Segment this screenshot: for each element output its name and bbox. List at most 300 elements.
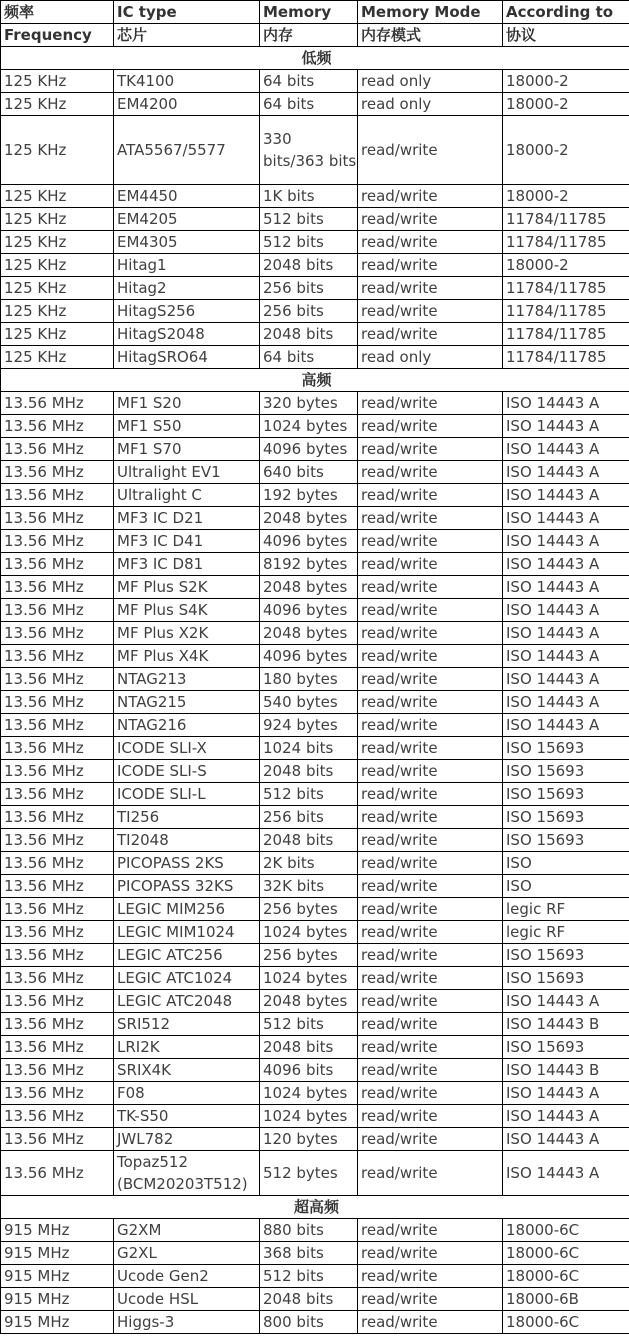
frequency-cell: 13.56 MHz [1,530,114,553]
protocol-cell: ISO [503,875,629,898]
table-row [1,553,629,576]
header-memory-cell: 内存 [260,24,358,47]
memory-cell: 512 bits [260,1265,358,1288]
table-row [1,1036,629,1059]
memory-mode-cell: read/write [358,1128,503,1151]
memory-cell: 1K bits [260,185,358,208]
ic-type-cell: MF Plus S2K [114,576,260,599]
ic-type-cell: Hitag1 [114,254,260,277]
frequency-cell: 125 KHz [1,254,114,277]
protocol-cell: 18000-2 [503,93,629,116]
protocol-cell: ISO 15693 [503,806,629,829]
header-frequency-cell: Frequency [1,24,114,47]
ic-type-cell: PICOPASS 32KS [114,875,260,898]
header-memory-mode-cell: Memory Mode [358,1,503,24]
frequency-cell: 915 MHz [1,1288,114,1311]
frequency-cell: 915 MHz [1,1219,114,1242]
ic-type-cell: EM4200 [114,93,260,116]
ic-type-cell: Higgs-3 [114,1311,260,1334]
table-row [1,806,629,829]
memory-cell: 2048 bits [260,1288,358,1311]
frequency-cell: 13.56 MHz [1,944,114,967]
memory-mode-cell: read/write [358,1036,503,1059]
protocol-cell: ISO 14443 A [503,461,629,484]
memory-mode-cell: read/write [358,530,503,553]
memory-cell: 8192 bytes [260,553,358,576]
table-row [1,415,629,438]
memory-mode-cell: read/write [358,1242,503,1265]
ic-type-cell: G2XM [114,1219,260,1242]
table-row [1,93,629,116]
table-row [1,967,629,990]
frequency-cell: 13.56 MHz [1,461,114,484]
memory-cell: 1024 bytes [260,921,358,944]
table-row [1,668,629,691]
frequency-cell: 13.56 MHz [1,1059,114,1082]
table-row [1,507,629,530]
protocol-cell: 11784/11785 [503,346,629,369]
table-row [1,1082,629,1105]
protocol-cell: 18000-2 [503,254,629,277]
memory-cell: 512 bytes [260,1151,358,1196]
ic-type-cell: Ultralight C [114,484,260,507]
table-row [1,70,629,93]
memory-cell: 640 bits [260,461,358,484]
table-row [1,1265,629,1288]
frequency-cell: 13.56 MHz [1,852,114,875]
protocol-cell: 11784/11785 [503,231,629,254]
table-row [1,944,629,967]
protocol-cell: ISO 14443 B [503,1013,629,1036]
header-row-secondary [1,24,629,47]
protocol-cell: 18000-6C [503,1219,629,1242]
table-row [1,438,629,461]
memory-cell: 512 bits [260,208,358,231]
frequency-cell: 13.56 MHz [1,1036,114,1059]
section-row [1,47,629,70]
protocol-cell: ISO 15693 [503,1036,629,1059]
frequency-cell: 13.56 MHz [1,714,114,737]
protocol-cell: ISO 15693 [503,829,629,852]
table-row [1,392,629,415]
memory-cell: 4096 bytes [260,438,358,461]
ic-type-cell: F08 [114,1082,260,1105]
memory-cell: 256 bits [260,806,358,829]
table-row [1,829,629,852]
protocol-cell: ISO 14443 A [503,415,629,438]
protocol-cell: 18000-6C [503,1311,629,1334]
memory-mode-cell: read/write [358,231,503,254]
protocol-cell: ISO 15693 [503,967,629,990]
header-protocol-cell: 协议 [503,24,629,47]
memory-cell: 256 bytes [260,944,358,967]
table-row [1,1013,629,1036]
protocol-cell: ISO 14443 A [503,990,629,1013]
table-row [1,875,629,898]
frequency-cell: 915 MHz [1,1242,114,1265]
table-row [1,1242,629,1265]
memory-mode-cell: read/write [358,1288,503,1311]
protocol-cell: legic RF [503,921,629,944]
ic-type-cell: Topaz512 (BCM20203T512) [114,1151,260,1196]
memory-cell: 4096 bits [260,1059,358,1082]
memory-mode-cell: read/write [358,645,503,668]
memory-mode-cell: read/write [358,277,503,300]
memory-mode-cell: read/write [358,967,503,990]
memory-mode-cell: read/write [358,300,503,323]
memory-cell: 1024 bytes [260,1105,358,1128]
frequency-cell: 915 MHz [1,1311,114,1334]
table-row [1,645,629,668]
section-title: 高频 [1,369,629,392]
frequency-cell: 13.56 MHz [1,806,114,829]
protocol-cell: 18000-2 [503,185,629,208]
protocol-cell: ISO 14443 A [503,530,629,553]
memory-mode-cell: read/write [358,990,503,1013]
ic-type-cell: MF3 IC D81 [114,553,260,576]
protocol-cell: 11784/11785 [503,208,629,231]
frequency-cell: 13.56 MHz [1,990,114,1013]
memory-cell: 256 bits [260,277,358,300]
ic-type-cell: LEGIC ATC256 [114,944,260,967]
memory-mode-cell: read/write [358,714,503,737]
table-row [1,691,629,714]
protocol-cell: ISO 14443 B [503,1059,629,1082]
protocol-cell: 18000-2 [503,70,629,93]
protocol-cell: ISO 14443 A [503,507,629,530]
ic-type-cell: SRI512 [114,1013,260,1036]
frequency-cell: 13.56 MHz [1,507,114,530]
memory-cell: 192 bytes [260,484,358,507]
memory-cell: 2K bits [260,852,358,875]
memory-mode-cell: read only [358,346,503,369]
memory-cell: 1024 bytes [260,1082,358,1105]
table-row [1,1128,629,1151]
ic-type-cell: EM4450 [114,185,260,208]
memory-mode-cell: read/write [358,415,503,438]
memory-mode-cell: read/write [358,1311,503,1334]
memory-cell: 368 bits [260,1242,358,1265]
ic-type-cell: Ucode Gen2 [114,1265,260,1288]
memory-mode-cell: read/write [358,599,503,622]
ic-type-cell: MF1 S20 [114,392,260,415]
ic-type-cell: HitagS2048 [114,323,260,346]
table-row [1,921,629,944]
table-row [1,231,629,254]
frequency-cell: 13.56 MHz [1,737,114,760]
frequency-cell: 125 KHz [1,300,114,323]
ic-type-cell: TK4100 [114,70,260,93]
memory-mode-cell: read/write [358,553,503,576]
protocol-cell: 18000-6C [503,1265,629,1288]
memory-cell: 924 bytes [260,714,358,737]
memory-mode-cell: read/write [358,323,503,346]
frequency-cell: 13.56 MHz [1,760,114,783]
table-row [1,1105,629,1128]
memory-cell: 64 bits [260,70,358,93]
frequency-cell: 125 KHz [1,346,114,369]
ic-type-cell: EM4305 [114,231,260,254]
frequency-cell: 13.56 MHz [1,691,114,714]
header-memory-cell: Memory [260,1,358,24]
protocol-cell: ISO 14443 A [503,438,629,461]
memory-mode-cell: read/write [358,783,503,806]
ic-type-cell: SRIX4K [114,1059,260,1082]
ic-type-cell: TI2048 [114,829,260,852]
header-memory-mode-cell: 内存模式 [358,24,503,47]
protocol-cell: ISO 15693 [503,737,629,760]
memory-mode-cell: read/write [358,806,503,829]
protocol-cell: ISO 15693 [503,944,629,967]
ic-type-cell: ICODE SLI-X [114,737,260,760]
memory-cell: 2048 bytes [260,990,358,1013]
frequency-cell: 125 KHz [1,70,114,93]
protocol-cell: ISO 14443 A [503,668,629,691]
frequency-cell: 13.56 MHz [1,1151,114,1196]
ic-type-cell: ICODE SLI-S [114,760,260,783]
table-row [1,760,629,783]
frequency-cell: 13.56 MHz [1,1105,114,1128]
ic-type-cell: Hitag2 [114,277,260,300]
memory-mode-cell: read/write [358,392,503,415]
memory-mode-cell: read/write [358,1219,503,1242]
memory-cell: 2048 bytes [260,622,358,645]
memory-cell: 256 bytes [260,898,358,921]
ic-type-cell: NTAG213 [114,668,260,691]
memory-cell: 1024 bits [260,737,358,760]
memory-cell: 512 bits [260,1013,358,1036]
frequency-cell: 13.56 MHz [1,898,114,921]
ic-type-cell: MF1 S70 [114,438,260,461]
memory-cell: 4096 bytes [260,530,358,553]
ic-type-cell: TI256 [114,806,260,829]
memory-mode-cell: read only [358,70,503,93]
protocol-cell: ISO 14443 A [503,622,629,645]
table-row [1,599,629,622]
table-row [1,254,629,277]
memory-cell: 2048 bits [260,323,358,346]
protocol-cell: ISO 14443 A [503,1128,629,1151]
protocol-cell: 18000-6C [503,1242,629,1265]
section-row [1,369,629,392]
memory-cell: 880 bits [260,1219,358,1242]
table-row [1,1288,629,1311]
protocol-cell: ISO 14443 A [503,553,629,576]
memory-mode-cell: read/write [358,829,503,852]
ic-type-cell: MF Plus X2K [114,622,260,645]
memory-mode-cell: read/write [358,852,503,875]
header-row-english [1,1,629,24]
memory-mode-cell: read/write [358,576,503,599]
table-row [1,622,629,645]
memory-cell: 180 bytes [260,668,358,691]
frequency-cell: 13.56 MHz [1,622,114,645]
ic-type-cell: NTAG215 [114,691,260,714]
section-row [1,1196,629,1219]
table-row [1,208,629,231]
table-row [1,990,629,1013]
header-ic-type-cell: 芯片 [114,24,260,47]
ic-type-cell: ATA5567/5577 [114,116,260,185]
table-row [1,1311,629,1334]
frequency-cell: 125 KHz [1,231,114,254]
ic-type-cell: LRI2K [114,1036,260,1059]
ic-type-cell: JWL782 [114,1128,260,1151]
memory-mode-cell: read/write [358,484,503,507]
header-ic-type-cell: IC type [114,1,260,24]
table-body [1,1,629,1334]
protocol-cell: 11784/11785 [503,300,629,323]
ic-type-cell: ICODE SLI-L [114,783,260,806]
memory-mode-cell: read/write [358,116,503,185]
memory-mode-cell: read only [358,93,503,116]
ic-type-cell: EM4205 [114,208,260,231]
table-row [1,300,629,323]
memory-mode-cell: read/write [358,944,503,967]
protocol-cell: ISO 15693 [503,783,629,806]
memory-cell: 2048 bits [260,829,358,852]
protocol-cell: ISO 14443 A [503,599,629,622]
memory-cell: 2048 bits [260,254,358,277]
frequency-cell: 13.56 MHz [1,484,114,507]
frequency-cell: 13.56 MHz [1,829,114,852]
memory-mode-cell: read/write [358,254,503,277]
memory-mode-cell: read/write [358,208,503,231]
table-row [1,323,629,346]
memory-cell: 64 bits [260,93,358,116]
memory-mode-cell: read/write [358,1105,503,1128]
ic-type-cell: NTAG216 [114,714,260,737]
protocol-cell: ISO 14443 A [503,1151,629,1196]
table-row [1,576,629,599]
frequency-cell: 13.56 MHz [1,1013,114,1036]
memory-mode-cell: read/write [358,737,503,760]
memory-cell: 320 bytes [260,392,358,415]
protocol-cell: ISO 15693 [503,760,629,783]
frequency-cell: 13.56 MHz [1,1128,114,1151]
frequency-cell: 13.56 MHz [1,668,114,691]
header-protocol-cell: According to [503,1,629,24]
frequency-cell: 13.56 MHz [1,967,114,990]
ic-type-cell: HitagSRO64 [114,346,260,369]
table-row [1,116,629,185]
memory-mode-cell: read/write [358,461,503,484]
frequency-cell: 13.56 MHz [1,415,114,438]
ic-type-cell: LEGIC ATC2048 [114,990,260,1013]
memory-cell: 64 bits [260,346,358,369]
ic-type-cell: MF3 IC D41 [114,530,260,553]
memory-mode-cell: read/write [358,1265,503,1288]
memory-mode-cell: read/write [358,185,503,208]
protocol-cell: ISO 14443 A [503,1105,629,1128]
table-row [1,898,629,921]
section-title: 低频 [1,47,629,70]
ic-type-cell: TK-S50 [114,1105,260,1128]
memory-cell: 540 bytes [260,691,358,714]
memory-mode-cell: read/write [358,921,503,944]
ic-type-cell: MF Plus S4K [114,599,260,622]
protocol-cell: ISO [503,852,629,875]
protocol-cell: ISO 14443 A [503,392,629,415]
ic-type-cell: LEGIC MIM1024 [114,921,260,944]
frequency-cell: 13.56 MHz [1,599,114,622]
frequency-cell: 13.56 MHz [1,645,114,668]
memory-mode-cell: read/write [358,1151,503,1196]
ic-type-cell: Ucode HSL [114,1288,260,1311]
memory-cell: 120 bytes [260,1128,358,1151]
memory-cell: 4096 bytes [260,645,358,668]
table-row [1,530,629,553]
frequency-cell: 13.56 MHz [1,553,114,576]
table-row [1,461,629,484]
memory-mode-cell: read/write [358,898,503,921]
table-row [1,277,629,300]
protocol-cell: ISO 14443 A [503,645,629,668]
header-frequency-cell: 频率 [1,1,114,24]
protocol-cell: ISO 14443 A [503,714,629,737]
protocol-cell: 11784/11785 [503,277,629,300]
frequency-cell: 13.56 MHz [1,921,114,944]
memory-mode-cell: read/write [358,668,503,691]
frequency-cell: 125 KHz [1,208,114,231]
protocol-cell: ISO 14443 A [503,484,629,507]
memory-cell: 2048 bytes [260,507,358,530]
memory-cell: 800 bits [260,1311,358,1334]
ic-type-cell: MF Plus X4K [114,645,260,668]
frequency-cell: 13.56 MHz [1,875,114,898]
protocol-cell: 18000-2 [503,116,629,185]
table-row [1,1059,629,1082]
frequency-cell: 125 KHz [1,277,114,300]
table-row [1,783,629,806]
memory-mode-cell: read/write [358,875,503,898]
table-row [1,346,629,369]
protocol-cell: ISO 14443 A [503,576,629,599]
frequency-cell: 13.56 MHz [1,392,114,415]
ic-type-cell: PICOPASS 2KS [114,852,260,875]
protocol-cell: legic RF [503,898,629,921]
table-row [1,852,629,875]
protocol-cell: ISO 14443 A [503,691,629,714]
ic-type-cell: LEGIC MIM256 [114,898,260,921]
memory-mode-cell: read/write [358,438,503,461]
memory-mode-cell: read/write [358,1059,503,1082]
memory-cell: 2048 bits [260,1036,358,1059]
memory-mode-cell: read/write [358,622,503,645]
table-row [1,1219,629,1242]
memory-mode-cell: read/write [358,691,503,714]
memory-cell: 1024 bytes [260,415,358,438]
ic-type-cell: MF3 IC D21 [114,507,260,530]
frequency-cell: 125 KHz [1,116,114,185]
frequency-cell: 13.56 MHz [1,438,114,461]
memory-cell: 512 bits [260,231,358,254]
frequency-cell: 13.56 MHz [1,783,114,806]
protocol-cell: 11784/11785 [503,323,629,346]
table-row [1,714,629,737]
frequency-cell: 13.56 MHz [1,1082,114,1105]
table-row [1,185,629,208]
memory-cell: 1024 bytes [260,967,358,990]
ic-type-cell: MF1 S50 [114,415,260,438]
memory-mode-cell: read/write [358,1082,503,1105]
protocol-cell: 18000-6B [503,1288,629,1311]
memory-mode-cell: read/write [358,507,503,530]
frequency-cell: 125 KHz [1,323,114,346]
memory-mode-cell: read/write [358,760,503,783]
table-row [1,737,629,760]
memory-cell: 256 bits [260,300,358,323]
